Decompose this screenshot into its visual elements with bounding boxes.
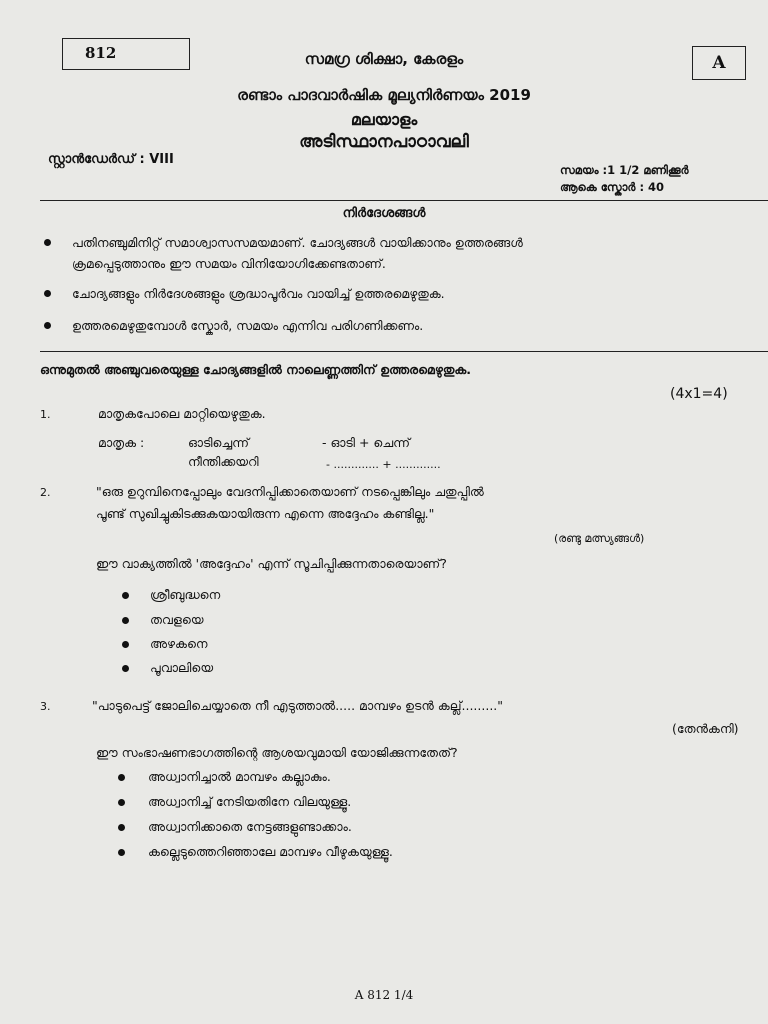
- divider: [40, 351, 768, 352]
- total-score-label: ആകെ സ്കോർ : 40: [560, 180, 665, 194]
- q1-text: മാതൃകപോലെ മാറ്റിയെഴുതുക.: [98, 406, 266, 421]
- question-number: 1.: [40, 408, 51, 421]
- section-heading: ഒന്നുമുതൽ അഞ്ചുവരെയുള്ള ചോദ്യങ്ങളിൽ നാലെണ്ണത്തിന് ഉത്തരമെഴുതുക.: [40, 362, 472, 377]
- set-label: A: [712, 53, 726, 73]
- section-marks: (4x1=4): [670, 386, 728, 402]
- q2-option-4: പൂവാലിയെ: [150, 660, 214, 675]
- subject-title: മലയാളം: [350, 110, 418, 129]
- bullet-icon: [122, 617, 129, 624]
- instruction-2: ചോദ്യങ്ങളും നിർദേശങ്ങളും ശ്രദ്ധാപൂർവം വായിച്ച് ഉത്തരമെഴുതുക.: [72, 286, 445, 301]
- instruction-1: [72, 232, 762, 274]
- q1-answer-blank: - ............. + .............: [326, 458, 441, 471]
- bullet-icon: [118, 824, 125, 831]
- q3-option-2: അധ്വാനിച്ച് നേടിയതിനേ വിലയുള്ളൂ.: [148, 794, 352, 809]
- bullet-icon: [44, 322, 51, 329]
- q1-task-word: നീന്തിക്കയറി: [188, 454, 259, 469]
- bullet-icon: [44, 239, 51, 246]
- bullet-icon: [44, 290, 51, 297]
- bullet-icon: [122, 641, 129, 648]
- q3-quote: "പാടുപെട്ട് ജോലിചെയ്യാതെ നീ എടുത്താൽ..... മാമ്പഴം ഉടൻ കല്ല്.........": [92, 698, 504, 713]
- q1-model-split: - ഓടി + ചെന്ന്: [322, 435, 411, 450]
- instructions-title: നിർദേശങ്ങൾ: [342, 206, 426, 221]
- q2-source: (രണ്ടു മത്സ്യങ്ങൾ): [554, 532, 645, 545]
- q1-model-word: ഓടിച്ചെന്ന്: [188, 435, 250, 450]
- question-number: 3.: [40, 700, 51, 713]
- q1-model-label: മാതൃക :: [98, 435, 145, 450]
- q3-question: ഈ സംഭാഷണഭാഗത്തിന്റെ ആശയവുമായി യോജിക്കുന്നതേത്?: [96, 745, 458, 760]
- question-number: 2.: [40, 486, 51, 499]
- org-title: സമഗ്ര ശിക്ഷാ, കേരളം: [304, 50, 464, 68]
- q3-option-4: കല്ലെടുത്തെറിഞ്ഞാലേ മാമ്പഴം വീഴുകയുള്ളൂ.: [148, 844, 393, 859]
- paper-title: അടിസ്ഥാനപാഠാവലി: [299, 132, 469, 152]
- divider: [40, 200, 768, 201]
- q3-option-1: അധ്വാനിച്ചാൽ മാമ്പഴം കല്ലാകും.: [148, 769, 331, 784]
- page-footer: A 812 1/4: [354, 988, 414, 1002]
- q2-option-3: അഴകനെ: [150, 636, 208, 651]
- q3-source: (തേൻകനി): [672, 721, 739, 736]
- instruction-1-line1: പതിനഞ്ചുമിനിറ്റ് സമാശ്വാസസമയമാണ്. ചോദ്യങ്ങൾ വായിക്കാനും ഉത്തരങ്ങൾ: [72, 235, 523, 250]
- q2-quote-line2: പൂണ്ട് സുഖിച്ചുകിടക്കുകയായിരുന്ന എന്നെ അദ്ദേഹം കണ്ടില്ല.": [96, 506, 435, 521]
- q2-quote-line1: "ഒരു ഉറുമ്പിനെപ്പോലും വേദനിപ്പിക്കാതെയാണ് നടപ്പെങ്കിലും ചതുപ്പിൽ: [96, 484, 484, 499]
- q2-question: ഈ വാക്യത്തിൽ 'അദ്ദേഹം' എന്ന് സൂചിപ്പിക്കുന്നതാരെയാണ്?: [96, 556, 447, 571]
- bullet-icon: [118, 849, 125, 856]
- bullet-icon: [118, 774, 125, 781]
- exam-title: രണ്ടാം പാദവാർഷിക മൂല്യനിർണയം 2019: [237, 86, 531, 104]
- standard-label: സ്റ്റാൻഡേർഡ് : VIII: [48, 152, 174, 167]
- q2-option-2: തവളയെ: [150, 612, 204, 627]
- bullet-icon: [122, 665, 129, 672]
- bullet-icon: [118, 799, 125, 806]
- bullet-icon: [122, 592, 129, 599]
- q3-option-3: അധ്വാനിക്കാതെ നേട്ടങ്ങളുണ്ടാക്കാം.: [148, 819, 352, 834]
- paper-code: 812: [85, 44, 117, 62]
- instruction-1-line2: ക്രമപ്പെടുത്താനും ഈ സമയം വിനിയോഗിക്കേണ്ടതാണ്.: [72, 256, 386, 271]
- instruction-3: ഉത്തരമെഴുതുമ്പോൾ സ്കോർ, സമയം എന്നിവ പരിഗണിക്കണം.: [72, 318, 424, 333]
- time-label: സമയം :1 1/2 മണിക്കൂർ: [560, 163, 689, 177]
- q2-option-1: ശ്രീബുദ്ധനെ: [150, 587, 221, 602]
